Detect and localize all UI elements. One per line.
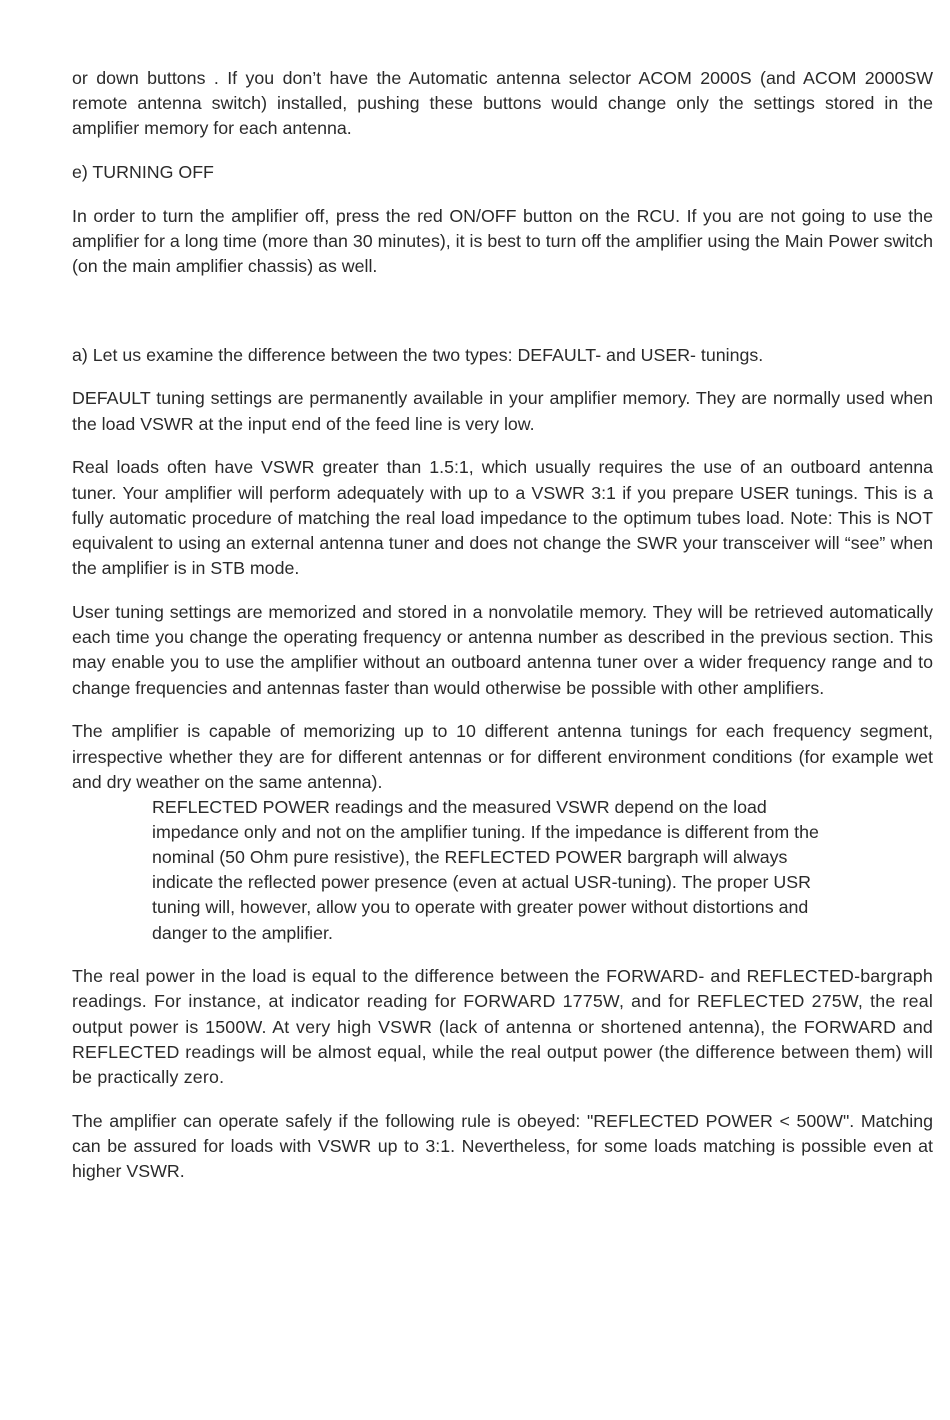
document-page	[72, 66, 933, 1184]
paragraph-default-tuning: DEFAULT tuning settings are permanently available in your amplifier memory. They are normally used when the load VSWR at the input end of the feed line is very low.	[72, 388, 933, 434]
heading-turning-off: e) TURNING OFF	[72, 162, 214, 183]
paragraph-real-power: The real power in the load is equal to the difference between the FORWARD- and REFLECTED-bargraph readings. For instance, at indicator reading for FORWARD 1775W, and for REFLECTED 275W, the real output power is 1500W. At very high VSWR (lack of antenna or shortened antenna), the FORWARD and REFLECTED readings will be almost equal, while the real output power (the difference between them) will be practically zero.	[72, 966, 933, 1087]
note-reflected-power: REFLECTED POWER readings and the measured VSWR depend on the load impedance only and not on the amplifier tuning. If the impedance is different from the nominal (50 Ohm pure resistive), the REFLECTED POWER bargraph will always indicate the reflected power presence (even at actual USR-tuning). The proper USR tuning will, however, allow you to operate with greater power without distortions and danger to the amplifier.	[152, 797, 819, 943]
paragraph-safe-operation: The amplifier can operate safely if the following rule is obeyed: "REFLECTED POWER < 500W". Matching can be assured for loads with VSWR up to 3:1. Nevertheless, for some loads matching is possible even at higher VSWR.	[72, 1110, 933, 1182]
paragraph-real-loads: Real loads often have VSWR greater than 1.5:1, which usually requires the use of an outboard antenna tuner. Your amplifier will perform adequately with up to a VSWR 3:1 if you prepare USER tunings. This is a fully automatic procedure of matching the real load impedance to the optimum tubes load. Note: This is NOT equivalent to using an external antenna tuner and does not change the SWR your transceiver will “see” when the amplifier is in STB mode.	[72, 457, 933, 579]
paragraph-antenna-buttons: or down buttons . If you don’t have the Automatic antenna selector ACOM 2000S (and ACOM 2000SW remote antenna switch) installed, pushing these buttons would change only the settings stored in the amplifier memory for each antenna.	[72, 68, 933, 139]
paragraph-user-tuning: User tuning settings are memorized and stored in a nonvolatile memory. They will be retrieved automatically each time you change the operating frequency or antenna number as described in the previous section. This may enable you to use the amplifier without an outboard antenna tuner over a wider frequency range and to change frequencies and antennas faster than would otherwise be possible with other amplifiers.	[72, 602, 933, 698]
paragraph-turning-off: In order to turn the amplifier off, press the red ON/OFF button on the RCU. If you are not going to use the amplifier for a long time (more than 30 minutes), it is best to turn off the amplifier using the Main Power switch (on the main amplifier chassis) as well.	[72, 206, 933, 277]
paragraph-memory-capacity: The amplifier is capable of memorizing up to 10 different antenna tunings for each frequency segment, irrespective whether they are for different antennas or for different environment conditions (for example wet and dry weather on the same antenna).	[72, 721, 933, 792]
paragraph-tuning-types: a) Let us examine the difference between the two types: DEFAULT- and USER- tunings.	[72, 344, 764, 365]
